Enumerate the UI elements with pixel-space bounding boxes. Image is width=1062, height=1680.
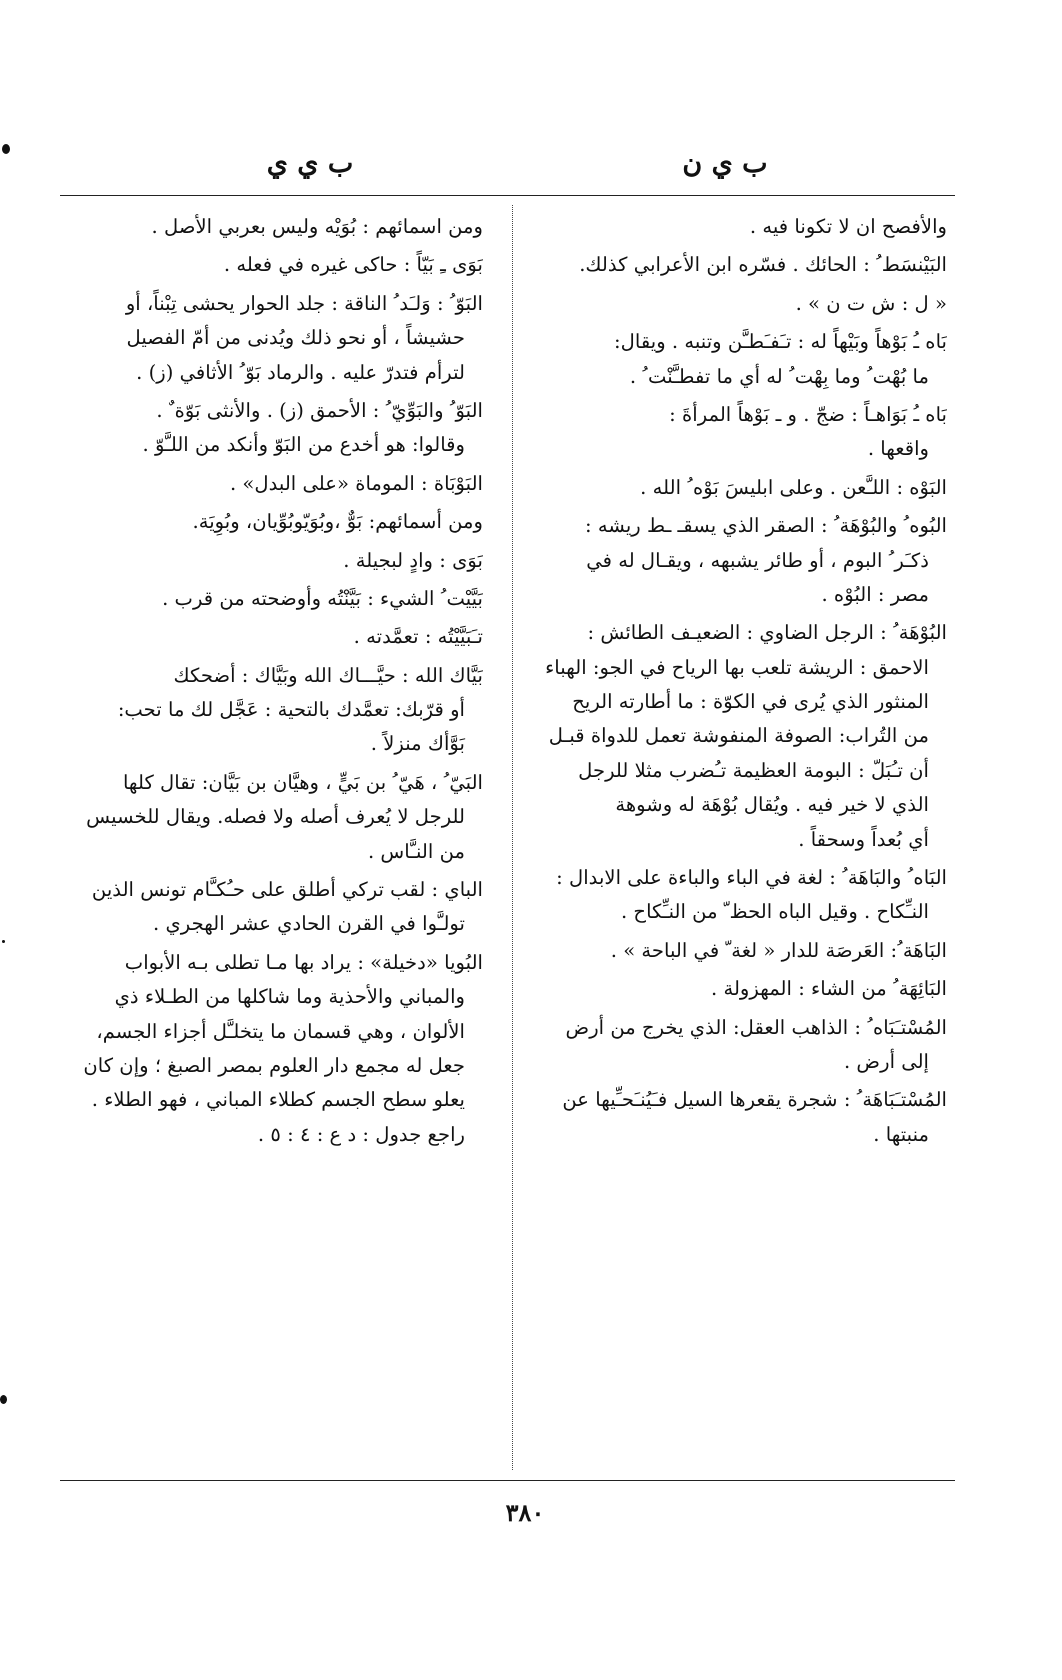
entry-headline: المُسْتـَبَاه ُ : الذاهب العقل: الذي يخرج من أرض bbox=[565, 1015, 947, 1039]
page-number: ٣٨٠ bbox=[505, 1498, 545, 1527]
entry-headline: والأفصح ان لا تكونا فيه . bbox=[749, 215, 947, 238]
entry-headline: البُوه ُ والبُوْهَة ُ : الصقر الذي يسقـ ـط ريشه : bbox=[585, 514, 947, 538]
dictionary-entry bbox=[522, 861, 947, 930]
dictionary-entry bbox=[522, 248, 947, 282]
entry-headline: البَوْه : اللـَّعن . وعلى ابليسَ بَوْه ُ الله . bbox=[640, 475, 947, 499]
entry-line: راجع جدول : د ع : ٤ : ٥ . bbox=[257, 1122, 465, 1146]
entry-line: حشيشاً ، أو نحو ذلك ويُدنى من أمّ الفصيل bbox=[126, 326, 465, 350]
entry-line: من التُراب: الصوفة المنفوشة تعمل للدواة قبـل bbox=[548, 724, 929, 748]
entry-line: المنثور الذي يُرى في الكوّة : ما أطارته الريح bbox=[572, 690, 929, 714]
dictionary-entry bbox=[58, 505, 483, 539]
scan-mark bbox=[0, 1395, 7, 1404]
entry-line: وقالوا: هو أخدع من البَوّ وأنكد من اللـَّوّ . bbox=[142, 433, 465, 457]
dictionary-entry bbox=[58, 620, 483, 654]
dictionary-entry bbox=[522, 210, 947, 244]
entry-line: أو قرّبك: تعمَّدك بالتحية : عَجَّل لك ما تحب: bbox=[117, 698, 465, 722]
entry-line: والمباني والأحذية وما شاكلها من الطـلاء ذي bbox=[114, 985, 465, 1009]
entry-headline: البَوْبَاة : الموماة «على البدل» . bbox=[229, 471, 483, 495]
entry-headline: بَوَى : وادٍ لبجيلة . bbox=[343, 548, 483, 572]
entry-line: النـِّكاح . وقيل الباه الحظ ّ من النـِّكاح . bbox=[620, 900, 929, 924]
scan-mark bbox=[2, 144, 10, 154]
entry-headline: البُويا «دخيلة» : يراد بها مـا تطلى بـه الأبواب bbox=[124, 950, 483, 974]
dictionary-entry bbox=[58, 766, 483, 869]
entry-line: ذكـَر ُ البوم ، أو طائر يشبهه ، ويقـال له في bbox=[586, 548, 929, 572]
column-divider bbox=[512, 205, 513, 1470]
entry-headline: بَاه ـُ بَوْهاً وبَيْهاً له : تـَفـَطـَّن وتنبه . ويقال: bbox=[614, 330, 947, 354]
entry-line: واقعها . bbox=[867, 437, 929, 461]
entry-line: مصر : البُوْه . bbox=[821, 582, 929, 606]
dictionary-entry bbox=[58, 946, 483, 1152]
entry-headline: بَيَّاك الله : حيَّـــاك الله وبَيَّاك : أضحكك bbox=[173, 663, 483, 687]
entry-line: منبتها . bbox=[873, 1122, 929, 1146]
dictionary-entry bbox=[522, 934, 947, 968]
dictionary-entry bbox=[522, 509, 947, 612]
dictionary-entry bbox=[58, 210, 483, 244]
entry-headline: تـَبَيَّيْتُه : تعمَّدته . bbox=[353, 625, 483, 649]
dictionary-entry bbox=[58, 582, 483, 616]
entry-headline: بَاه ـُ بَوَاهـاً : ضجّ . و ـ بَوْهاً المرأةَ : bbox=[669, 402, 947, 426]
dictionary-entry bbox=[522, 1083, 947, 1152]
dictionary-entry bbox=[58, 659, 483, 762]
entry-headline: « ل : ش ت ن » . bbox=[795, 291, 947, 315]
dictionary-entry bbox=[522, 325, 947, 394]
entry-line: ما بُهْت ُ وما بِهْت ُ له أي ما تفطـَّنْت ُ . bbox=[629, 364, 929, 388]
dictionary-entry bbox=[58, 544, 483, 578]
dictionary-entry bbox=[522, 1011, 947, 1080]
entry-headline: ومن اسمائهم : بُوَيْه وليس بعربي الأصل . bbox=[151, 215, 483, 238]
dictionary-entry bbox=[522, 471, 947, 505]
entry-line: الاحمق : الريشة تلعب بها الرياح في الجو: الهباء bbox=[545, 655, 929, 679]
dictionary-entry bbox=[522, 287, 947, 321]
entry-headline: بَيَّيْت ُ الشيء : بَيَّنْتُه وأوضحته من قرب . bbox=[162, 586, 483, 610]
entry-headline: البَوّ ُ : وَلـَد ُ الناقة : جلد الحوار يحشى تِبْناً، أو bbox=[125, 291, 483, 315]
entry-headline: البَوّ ُ والبَوِّيّ ُ : الأحمق (ز) . والأنثى بَوّة ٌ . bbox=[156, 398, 483, 422]
dictionary-entry bbox=[58, 248, 483, 282]
scan-mark bbox=[2, 940, 5, 943]
entry-line: أن تـُبَلّ : البومة العظيمة تـُضرب مثلا للرجل bbox=[578, 758, 929, 782]
dictionary-entry bbox=[522, 398, 947, 467]
dictionary-entry bbox=[58, 873, 483, 942]
entry-line: لترأم فتدرّ عليه . والرماد بَوّ ُ الأثافي (ز) . bbox=[136, 360, 465, 384]
dictionary-entry bbox=[58, 467, 483, 501]
bottom-rule bbox=[60, 1480, 955, 1481]
dictionary-entry bbox=[58, 394, 483, 463]
dictionary-entry bbox=[522, 616, 947, 857]
right-column-header: ب ي ن bbox=[682, 148, 768, 179]
entry-headline: البَاهَة ُ: العَرصَة للدار « لغة ّ في الباحة » . bbox=[610, 938, 947, 962]
entry-headline: المُسْتـَبَاهَة ُ : شجرة يقعرها السيل فـَيُنـَحـِّيها عن bbox=[562, 1088, 947, 1112]
entry-line: يعلو سطح الجسم كطلاء المباني ، فهو الطلاء . bbox=[91, 1088, 465, 1112]
entry-headline: البَاه ُ والبَاهَة ُ : لغة في الباء والباءة على الابدال : bbox=[556, 866, 947, 890]
entry-line: أي بُعداً وسحقاً . bbox=[798, 827, 929, 851]
dictionary-entry bbox=[58, 287, 483, 390]
left-column-header: ب ي ي bbox=[266, 148, 354, 179]
entry-headline: البُوْهَة ُ : الرجل الضاوي : الضعيـف الطائش : bbox=[587, 621, 947, 645]
entry-headline: البَائِهَة ُ من الشاء : المهزولة . bbox=[710, 977, 947, 1001]
entry-line: الألوان ، وهي قسمان ما يتخلـَّل أجزاء الجسم، bbox=[96, 1019, 465, 1043]
right-column bbox=[522, 210, 947, 1470]
entry-headline: البَيّ ُ ، هَيّ ُ بن بَيٍّ ، وهيَّان بن بَيَّان: تقال كلها bbox=[122, 770, 483, 794]
entry-headline: بَوَى ـِ بَيّاً : حاكى غيره في فعله . bbox=[223, 253, 483, 277]
entry-line: إلى أرض . bbox=[843, 1049, 929, 1073]
entry-line: جعل له مجمع دار العلوم بمصر الصبغ ؛ وإن كان bbox=[83, 1053, 465, 1077]
entry-headline: الباي : لقب تركي أطلق على حـُكـَّام تونس الذين bbox=[91, 878, 483, 902]
entry-line: تولـَّوا في القرن الحادي عشر الهجري . bbox=[153, 912, 465, 936]
entry-headline: البَيْنسَط ُ : الحائك . فسّره ابن الأعرابي كذلك. bbox=[579, 253, 947, 277]
dictionary-entry bbox=[522, 972, 947, 1006]
entry-line: من النـَّاس . bbox=[367, 839, 465, 863]
entry-headline: ومن أسمائهم: بَوٌّ ،وبُوَيّوبُوِّيان، وبُوِيَة. bbox=[192, 510, 483, 534]
entry-line: الذي لا خير فيه . ويُقال بُوْهَة له وشوهة bbox=[615, 793, 929, 817]
entry-line: للرجل لا يُعرف أصله ولا فصله. ويقال للخسيس bbox=[86, 805, 465, 829]
entry-line: بَوَّأك منزلاً . bbox=[370, 732, 465, 756]
left-column bbox=[58, 210, 483, 1470]
top-rule bbox=[60, 195, 955, 196]
